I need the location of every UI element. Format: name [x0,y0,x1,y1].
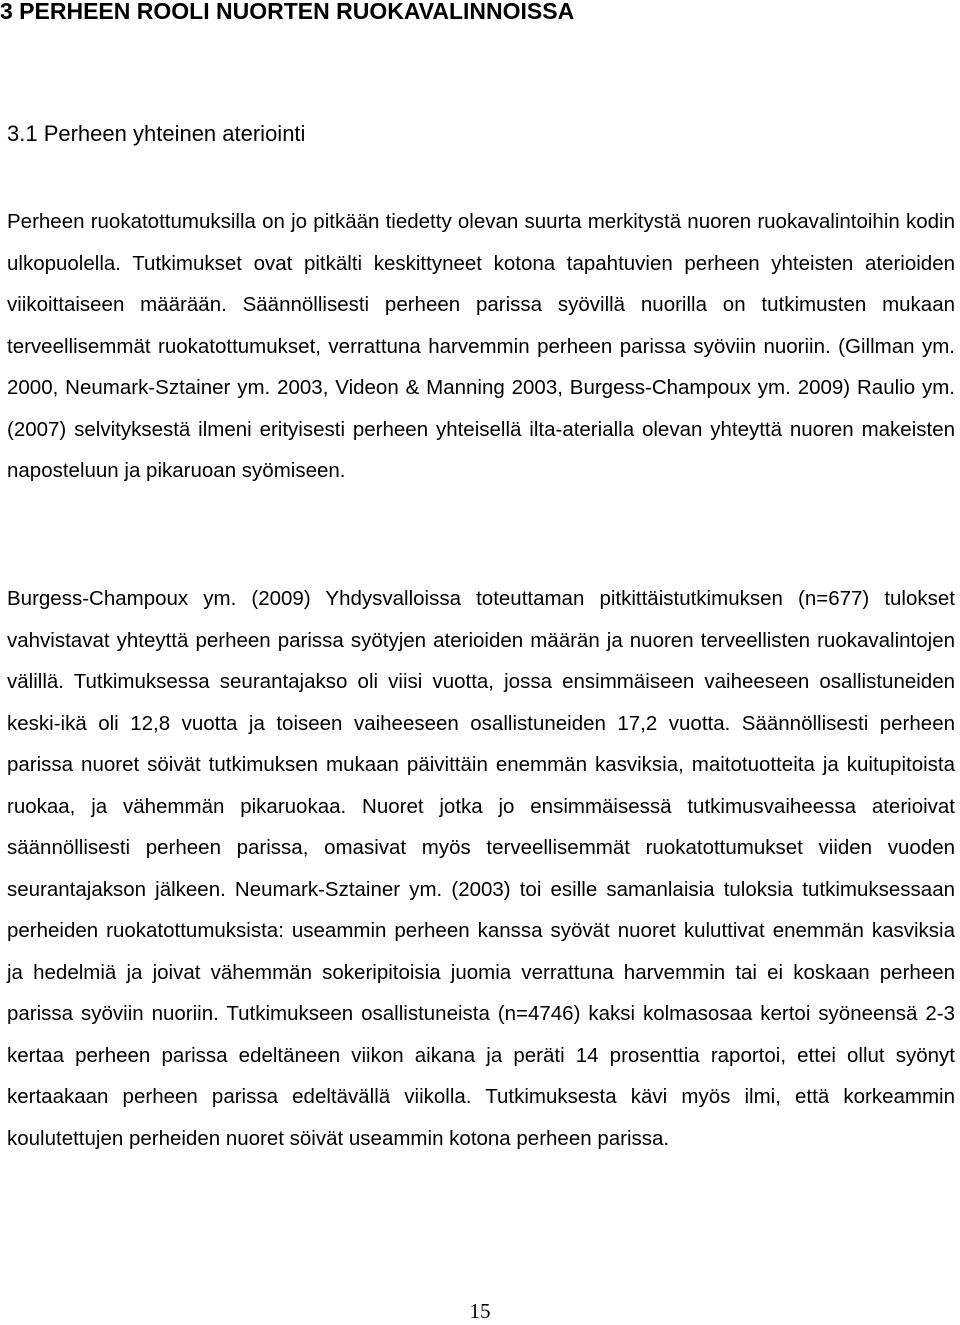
section-heading: 3.1 Perheen yhteinen ateriointi [7,121,306,146]
page-number: 15 [469,1299,491,1323]
chapter-heading: 3 PERHEEN ROOLI NUORTEN RUOKAVALINNOISSA [0,0,575,24]
body-paragraph-1: Perheen ruokatottumuksilla on jo pitkään tiedetty olevan suurta merkitystä nuoren ruokavalintoihin kodin ulkopuolella. Tutkimukset ovat pitkälti keskittyneet kotona tapahtuvien perheen yhteisten aterioiden viikoittaiseen määrään. Säännöllisesti perheen parissa syövillä nuorilla on tutkimusten mukaan terveellisemmät ruokatottumukset, verrattuna harvemmin perheen parissa syöviin nuoriin. (Gillman ym. 2000, Neumark-Sztainer ym. 2003, Videon & Manning 2003, Burgess-Champoux ym. 2009) Raulio ym. (2007) selvityksestä ilmeni erityisesti perheen yhteisellä ilta-aterialla olevan yhteyttä nuoren makeisten naposteluun ja pikaruoan syömiseen. [7,210,955,482]
body-paragraph-2: Burgess-Champoux ym. (2009) Yhdysvalloissa toteuttaman pitkittäistutkimuksen (n=677) tulokset vahvistavat yhteyttä perheen parissa syötyjen aterioiden määrän ja nuoren terveellisten ruokavalintojen välillä. Tutkimuksessa seurantajakso oli viisi vuotta, jossa ensimmäiseen vaiheeseen osallistuneiden keski-ikä oli 12,8 vuotta ja toiseen vaiheeseen osallistuneiden 17,2 vuotta. Säännöllisesti perheen parissa nuoret söivät tutkimuksen mukaan päivittäin enemmän kasviksia, maitotuotteita ja kuitupitoista ruokaa, ja vähemmän pikaruokaa. Nuoret jotka jo ensimmäisessä tutkimusvaiheessa aterioivat säännöllisesti perheen parissa, omasivat myös terveellisemmät ruokatottumukset viiden vuoden seurantajakson jälkeen. Neumark-Sztainer ym. (2003) toi esille samanlaisia tuloksia tutkimuksessaan perheiden ruokatottumuksista: useammin perheen kanssa syövät nuoret kuluttivat enemmän kasviksia ja hedelmiä ja joivat vähemmän sokeripitoisia juomia verrattuna harvemmin tai ei koskaan perheen parissa syöviin nuoriin. Tutkimukseen osallistuneista (n=4746) kaksi kolmasosaa kertoi syöneensä 2-3 kertaa perheen parissa edeltäneen viikon aikana ja peräti 14 prosenttia raportoi, ettei ollut syönyt kertaakaan perheen parissa edeltävällä viikolla. Tutkimuksesta kävi myös ilmi, että korkeammin koulutettujen perheiden nuoret söivät useammin kotona perheen parissa. [7,587,955,1150]
